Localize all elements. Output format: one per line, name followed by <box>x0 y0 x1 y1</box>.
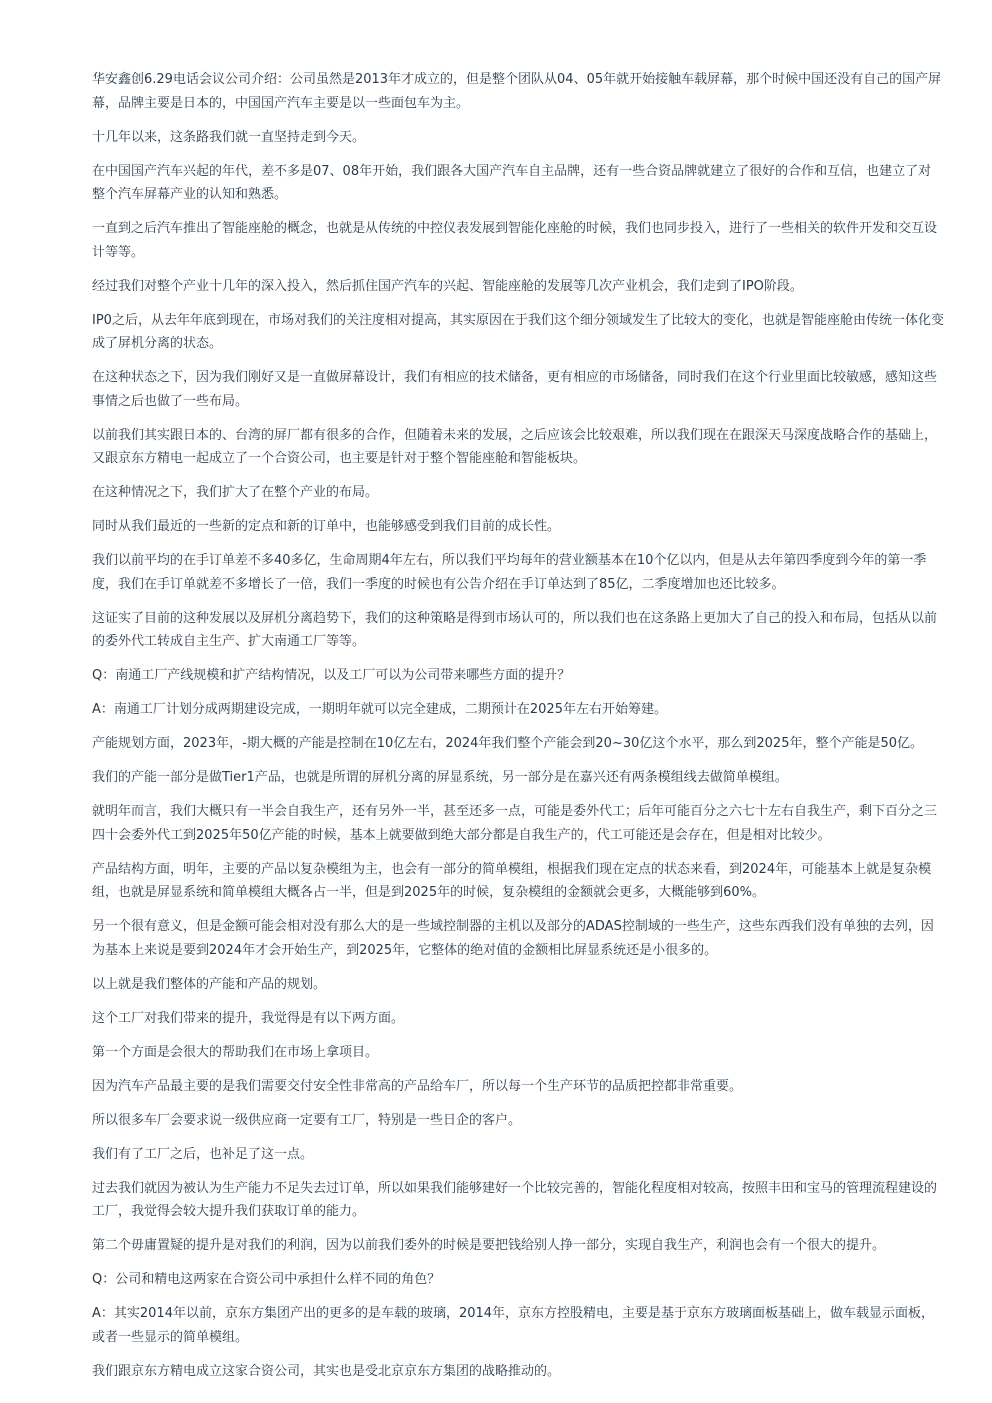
paragraph: 第一个方面是会很大的帮助我们在市场上拿项目。 <box>92 1044 379 1060</box>
paragraph: 在这种情况之下，我们扩大了在整个产业的布局。 <box>92 485 379 500</box>
paragraph: 产能规划方面，2023年，-期大概的产能是控制在10亿左右，2024年我们整个产能会到20~30亿这个水平，那么到2025年，整个产能是50亿。 <box>92 736 924 751</box>
paragraph: 所以很多车厂会要求说一级供应商一定要有工厂，特别是一些日企的客户。 <box>92 1112 522 1128</box>
document-body <box>92 68 944 1394</box>
answer-joint-venture-roles: A：其实2014年以前，京东方集团产出的更多的是车载的玻璃，2014年，京东方控股精电，主要是基于京东方玻璃面板基础上，做车载显示面板，或者一些显示的简单模组。 <box>92 1306 935 1345</box>
paragraph: 这个工厂对我们带来的提升，我觉得是有以下两方面。 <box>92 1010 405 1026</box>
paragraph: 过去我们就因为被认为生产能力不足失去过订单，所以如果我们能够建好一个比较完善的，智能化程度相对较高，按照丰田和宝马的管理流程建设的工厂，我觉得会较大提升我们获取订单的能力。 <box>92 1180 938 1219</box>
paragraph: 我们的产能一部分是做Tier1产品，也就是所谓的屏机分离的屏显系统，另一部分是在嘉兴还有两条模组线去做简单模组。 <box>92 770 788 785</box>
paragraph: 就明年而言，我们大概只有一半会自我生产，还有另外一半，甚至还多一点，可能是委外代工；后年可能百分之六七十左右自我生产，剩下百分之三四十会委外代工到2025年50亿产能的时候，基本上就要做到绝大部分都是自我生产的，代工可能还是会存在，但是相对比较少。 <box>92 804 938 843</box>
question-nantong-factory: Q：南通工厂产线规模和扩产结构情况，以及工厂可以为公司带来哪些方面的提升？ <box>92 668 571 683</box>
paragraph: 在中国国产汽车兴起的年代，差不多是07、08年开始，我们跟各大国产汽车自主品牌，还有一些合资品牌就建立了很好的合作和互信，也建立了对整个汽车屏幕产业的认知和熟悉。 <box>92 163 932 202</box>
paragraph: 我们以前平均的在手订单差不多40多亿，生命周期4年左右，所以我们平均每年的营业额基本在10个亿以内，但是从去年第四季度到今年的第一季度，我们在手订单就差不多增长了一倍，我们一季度的时候也有公告介绍在手订单达到了85亿，二季度增加也还比较多。 <box>92 553 927 592</box>
paragraph: 一直到之后汽车推出了智能座舱的概念，也就是从传统的中控仪表发展到智能化座舱的时候，我们也同步投入，进行了一些相关的软件开发和交互设计等等。 <box>92 221 938 260</box>
paragraph: 十几年以来，这条路我们就一直坚持走到今天。 <box>92 129 366 145</box>
paragraph: 第二个毋庸置疑的提升是对我们的利润，因为以前我们委外的时候是要把钱给别人挣一部分，实现自我生产，利润也会有一个很大的提升。 <box>92 1238 886 1253</box>
paragraph: 以前我们其实跟日本的、台湾的屏厂都有很多的合作，但随着未来的发展，之后应该会比较艰难，所以我们现在在跟深天马深度战略合作的基础上，又跟京东方精电一起成立了一个合资公司，也主要是针对于整个智能座舱和智能板块。 <box>92 427 938 466</box>
paragraph: 因为汽车产品最主要的是我们需要交付安全性非常高的产品给车厂，所以每一个生产环节的品质把控都非常重要。 <box>92 1078 743 1094</box>
paragraph-company-intro: 华安鑫创6.29电话会议公司介绍：公司虽然是2013年才成立的，但是整个团队从04、05年就开始接触车载屏幕，那个时候中国还没有自己的国产屏幕，品牌主要是日本的，中国国产汽车主要是以一些面包车为主。 <box>92 72 942 111</box>
paragraph: IP0之后，从去年年底到现在，市场对我们的关注度相对提高，其实原因在于我们这个细分领域发生了比较大的变化，也就是智能座舱由传统一体化变成了屏机分离的状态。 <box>92 312 944 351</box>
paragraph: 在这种状态之下，因为我们刚好又是一直做屏幕设计，我们有相应的技术储备，更有相应的市场储备，同时我们在这个行业里面比较敏感，感知这些事情之后也做了一些布局。 <box>92 370 938 409</box>
paragraph: 我们跟京东方精电成立这家合资公司，其实也是受北京京东方集团的战略推动的。 <box>92 1363 561 1379</box>
paragraph: 产品结构方面，明年，主要的产品以复杂模组为主，也会有一部分的简单模组，根据我们现在定点的状态来看，到2024年，可能基本上就是复杂模组，也就是屏显系统和简单模组大概各占一半，但是到2025年的时候，复杂模组的金额就会更多，大概能够到60%。 <box>92 861 932 900</box>
question-joint-venture-roles: Q：公司和精电这两家在合资公司中承担什么样不同的角色？ <box>92 1272 441 1287</box>
paragraph: 以上就是我们整体的产能和产品的规划。 <box>92 976 327 992</box>
paragraph: 另一个很有意义，但是金额可能会相对没有那么大的是一些域控制器的主机以及部分的ADAS控制域的一些生产，这些东西我们没有单独的去列，因为基本上来说是要到2024年才会开始生产，到2025年，它整体的绝对值的金额相比屏显系统还是小很多的。 <box>92 919 934 958</box>
paragraph: 我们有了工厂之后，也补足了这一点。 <box>92 1146 314 1162</box>
paragraph: 这证实了目前的这种发展以及屏机分离趋势下，我们的这种策略是得到市场认可的，所以我们也在这条路上更加大了自己的投入和布局，包括从以前的委外代工转成自主生产、扩大南通工厂等等。 <box>92 610 938 649</box>
answer-nantong-factory: A：南通工厂计划分成两期建设完成，一期明年就可以完全建成，二期预计在2025年左右开始筹建。 <box>92 702 667 717</box>
paragraph: 同时从我们最近的一些新的定点和新的订单中，也能够感受到我们目前的成长性。 <box>92 519 561 534</box>
paragraph: 经过我们对整个产业十几年的深入投入，然后抓住国产汽车的兴起、智能座舱的发展等几次产业机会，我们走到了IPO阶段。 <box>92 278 803 294</box>
